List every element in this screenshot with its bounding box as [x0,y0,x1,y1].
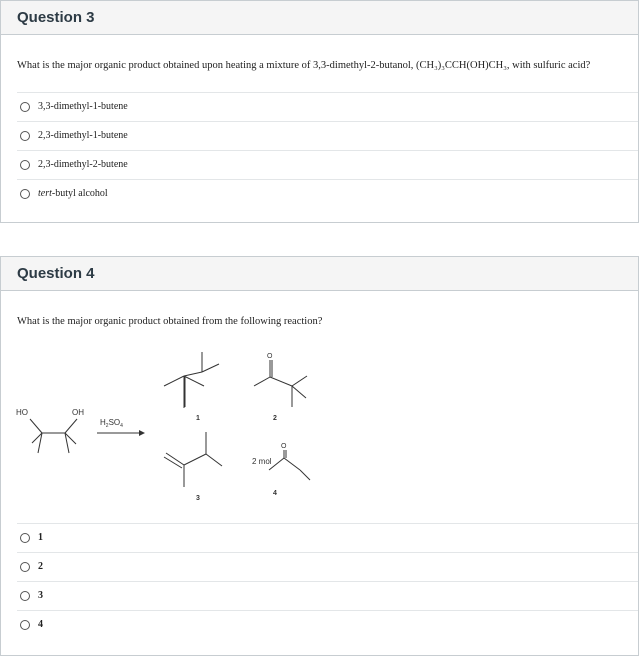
radio-button[interactable] [20,591,30,601]
bond [284,458,300,470]
question-3-card [0,0,639,223]
product-number-4: 4 [273,490,277,497]
reaction-scheme-image [14,340,334,510]
reagent-so: SO [108,418,121,427]
option-label: 3 [38,590,43,601]
bond [206,454,222,466]
question-4-title: Question 4 [17,265,95,282]
q3-option-4[interactable] [17,179,638,207]
bond [184,454,206,465]
question-4-text: What is the major organic product obtained from the following reaction? [17,316,323,327]
bond-oh [65,419,77,433]
reagent-label [100,418,123,429]
bond [164,457,182,468]
reagent-sub2: 4 [120,423,123,429]
q4-option-1[interactable] [17,523,638,551]
q3-option-1[interactable] [17,92,638,120]
radio-button[interactable] [20,131,30,141]
bond [254,377,270,386]
bond-ho [30,419,42,433]
bond [184,372,202,376]
option-label: 2 [38,561,43,572]
bond [202,364,219,372]
bond [164,376,184,386]
question-4-header [1,257,638,291]
ho-label: HO [16,408,28,417]
oxygen-label: O [267,353,273,360]
arrow-head [139,430,145,436]
bond [184,376,204,386]
product-number-1: 1 [196,415,200,422]
radio-button[interactable] [20,562,30,572]
option-label: 3,3-dimethyl-1-butene [38,101,128,112]
question-3-text: What is the major organic product obtained upon heating a mixture of 3,3-dimethyl-2-butanol, (CH₃)₃CCH(OH)CH₃, with sulfuric acid? [17,60,591,71]
q4-option-2[interactable] [17,552,638,580]
radio-button[interactable] [20,189,30,199]
option-label-italic: tert [38,188,52,199]
q4-option-4[interactable] [17,610,638,638]
oxygen-label: O [281,443,287,450]
mol-label: 2 mol [252,457,272,466]
question-3-header [1,1,638,35]
radio-button[interactable] [20,533,30,543]
option-label: 2,3-dimethyl-1-butene [38,130,128,141]
question-3-title: Question 3 [17,9,95,26]
radio-button[interactable] [20,620,30,630]
product-number-3: 3 [196,495,200,502]
reagent-sub: 2 [105,423,109,429]
radio-button[interactable] [20,160,30,170]
option-label: 4 [38,619,43,630]
bond [270,377,292,386]
product-number-2: 2 [273,415,277,422]
q4-option-3[interactable] [17,581,638,609]
q3-option-2[interactable] [17,121,638,149]
option-label-rest: -butyl alcohol [51,188,108,199]
bond [292,386,306,398]
q3-option-3[interactable] [17,150,638,178]
option-label: 2,3-dimethyl-2-butene [38,159,128,170]
reagent-h: H [100,418,106,427]
bond [300,470,310,480]
radio-button[interactable] [20,102,30,112]
option-label: 1 [38,532,43,543]
option-label [38,188,108,199]
oh-label: OH [72,408,84,417]
bond [292,376,307,386]
